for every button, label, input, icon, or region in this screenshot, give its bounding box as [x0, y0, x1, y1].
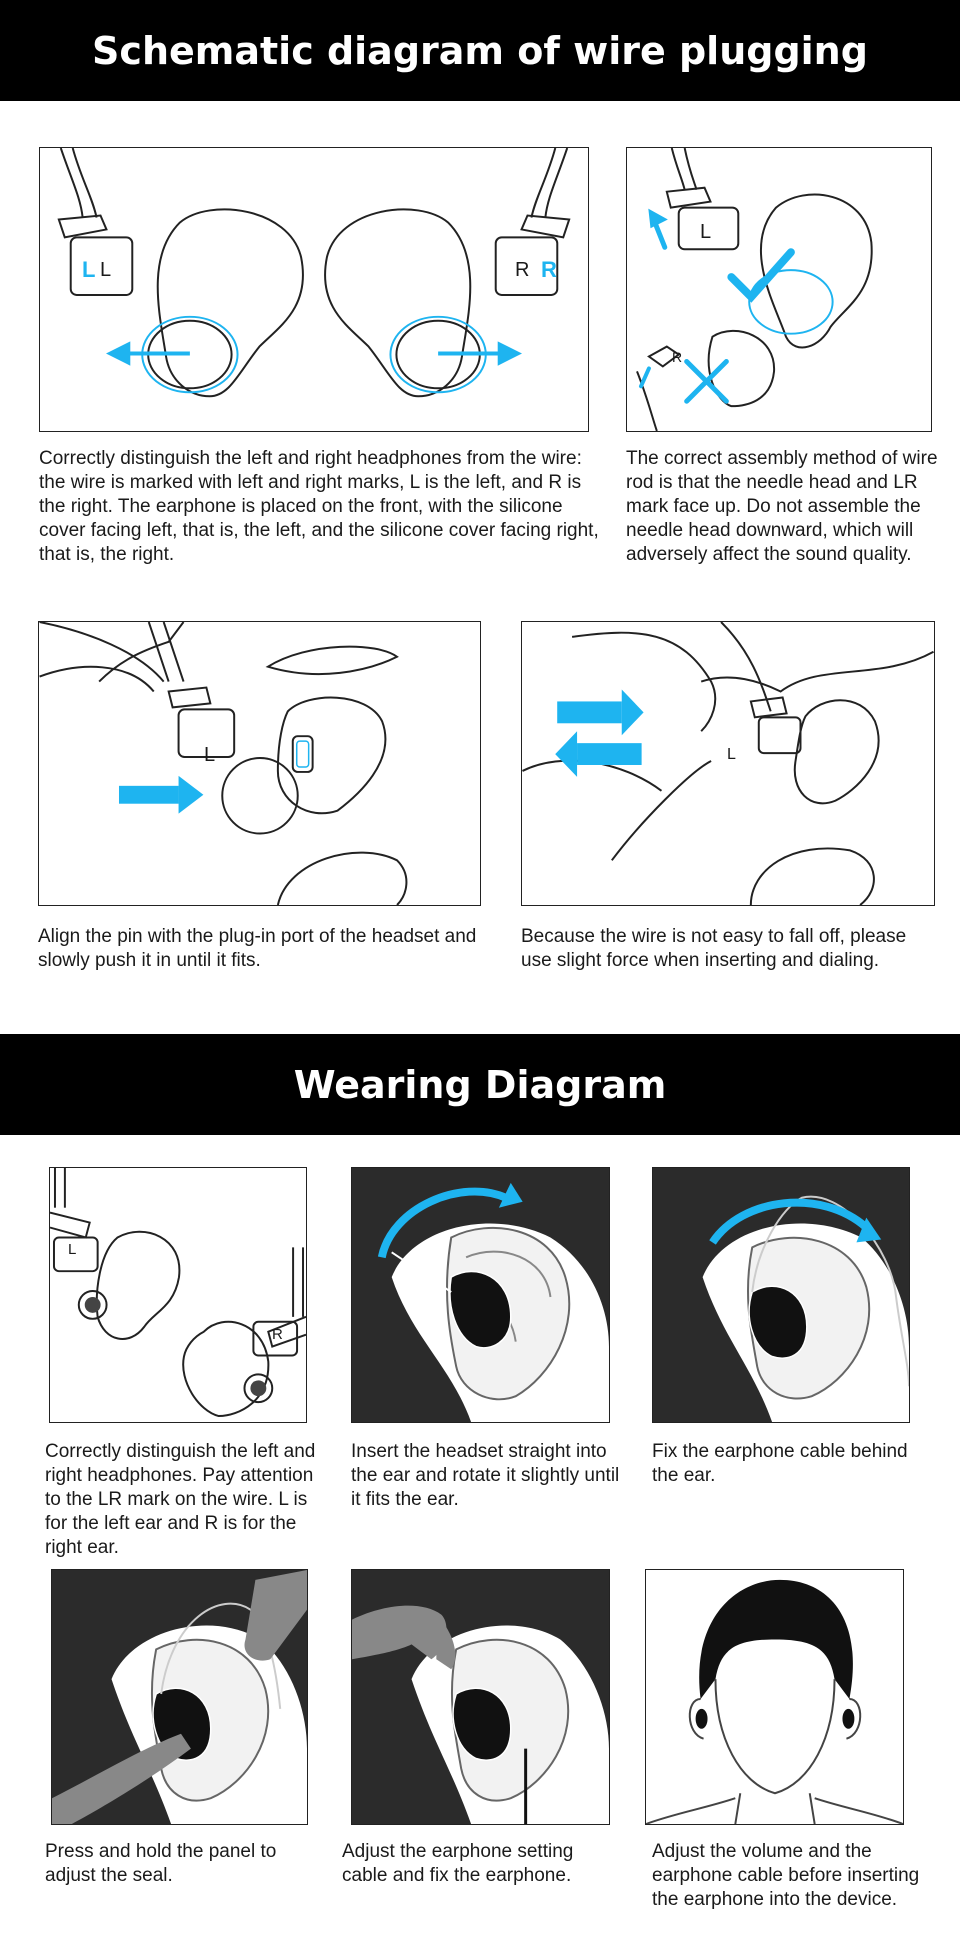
lr-diagram-illustration	[40, 148, 588, 431]
right-plug-mark: R	[515, 259, 530, 281]
wearing-step-6-panel	[645, 1569, 904, 1825]
wearing-banner	[0, 1034, 960, 1135]
wearing-step-2-panel	[351, 1167, 610, 1423]
left-arrow-label: L	[82, 257, 96, 282]
wearing-step-5-illustration	[352, 1570, 609, 1824]
insert-dial-caption: Because the wire is not easy to fall off, please use slight force when inserting and dialing.	[521, 926, 907, 971]
wearing-step-1-illustration	[50, 1168, 306, 1422]
align-pin-panel	[38, 621, 481, 906]
wearing-step-2-illustration	[352, 1168, 609, 1422]
wearing-step-1-caption: Correctly distinguish the left and right headphones. Pay attention to the LR mark on the wire. L is for the left ear and R is for the right ear.	[45, 1441, 316, 1558]
step1-left-mark: L	[68, 1241, 77, 1258]
assembly-illustration	[627, 148, 931, 431]
wearing-step-4-caption: Press and hold the panel to adjust the seal.	[45, 1841, 277, 1886]
left-plug-mark: L	[100, 259, 112, 281]
assembly-caption: The correct assembly method of wire rod is that the needle head and LR mark face up. Do not assemble the needle head downward, which will adversely affect the sound quality.	[626, 448, 938, 565]
wearing-step-6-caption: Adjust the volume and the earphone cable before inserting the earphone into the device.	[652, 1841, 920, 1910]
assembly-panel	[626, 147, 932, 432]
plugging-title: Schematic diagram of wire plugging	[92, 28, 868, 73]
dial-plug-mark: L	[727, 746, 736, 763]
align-pin-caption: Align the pin with the plug-in port of the headset and slowly push it in until it fits.	[38, 926, 477, 971]
wearing-step-1-panel	[49, 1167, 307, 1423]
lr-diagram-panel	[39, 147, 589, 432]
wearing-step-4-panel	[51, 1569, 308, 1825]
wearing-step-4-illustration	[52, 1570, 307, 1824]
wearing-step-3-panel	[652, 1167, 910, 1423]
wearing-title: Wearing Diagram	[293, 1062, 667, 1107]
align-plug-mark: L	[204, 744, 216, 766]
lr-diagram-caption: Correctly distinguish the left and right headphones from the wire: the wire is marked with left and right marks, L is the left, and R is the right. The earphone is placed on the front, with the silicone cover facing left, that is, the left, and the silicone cover facing right, that is, the right.	[39, 448, 599, 565]
assembly-plug-mark: L	[700, 221, 712, 243]
align-pin-illustration	[39, 622, 480, 905]
wearing-step-6-illustration	[646, 1570, 903, 1824]
step1-right-mark: R	[272, 1326, 283, 1343]
right-arrow-label: R	[541, 257, 557, 282]
wearing-step-3-illustration	[653, 1168, 909, 1422]
wearing-step-3-caption: Fix the earphone cable behind the ear.	[652, 1441, 908, 1486]
wearing-step-2-caption: Insert the headset straight into the ear and rotate it slightly until it fits the ear.	[351, 1441, 620, 1510]
plugging-banner	[0, 0, 960, 101]
wearing-step-5-caption: Adjust the earphone setting cable and fix the earphone.	[342, 1841, 574, 1886]
assembly-small-plug-mark: R	[672, 349, 683, 365]
wearing-step-5-panel	[351, 1569, 610, 1825]
